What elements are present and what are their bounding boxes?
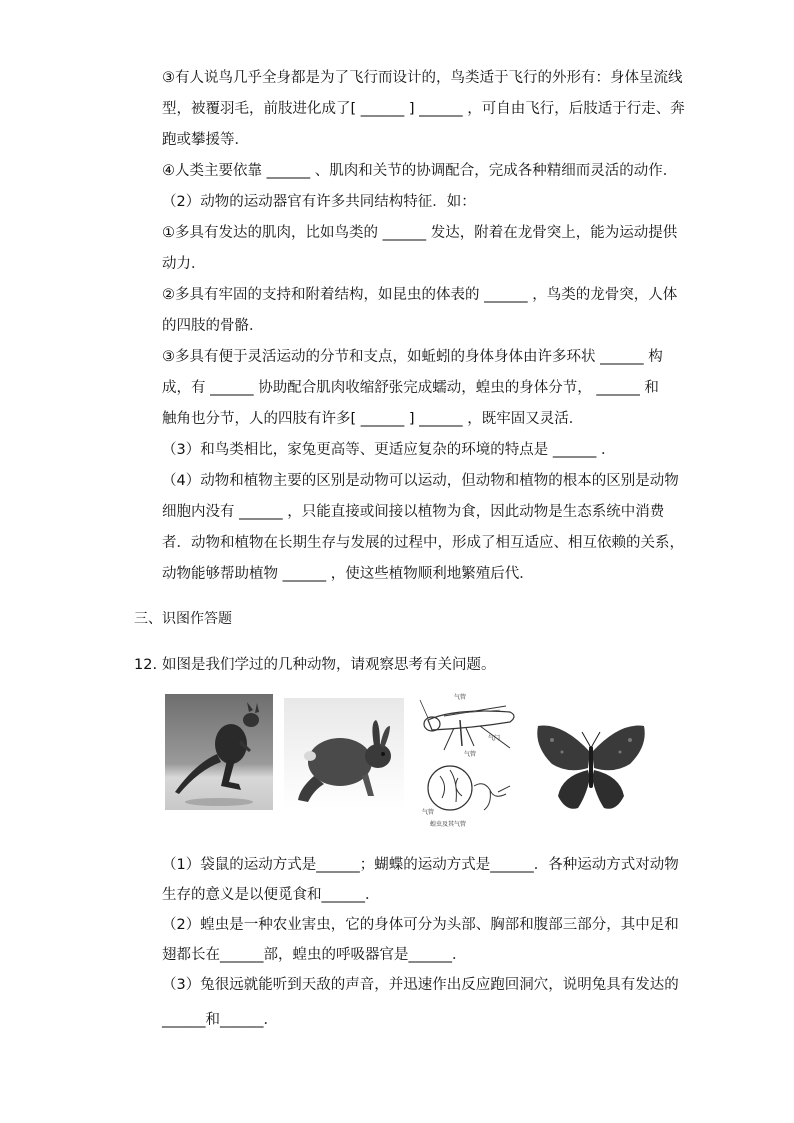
q11-p3-line2: 型，被覆羽毛，前肢进化成了[ ______ ] ______ ，可自由飞行，后肢适于行走、奔 bbox=[162, 101, 685, 117]
q12-s1-line2: 生存的意义是以便觅食和______． bbox=[162, 887, 380, 903]
grasshopper-diagram bbox=[414, 690, 524, 828]
q12-s3-line1: （3）兔很远就能听到天敌的声音，并迅速作出反应跑回洞穴，说明兔具有发达的 bbox=[162, 977, 679, 993]
q12-number: 12. bbox=[134, 657, 158, 673]
q11-s2-3-line1: ③多具有便于灵活运动的分节和支点，如蚯蚓的身体身体由许多环状 ______ 构 bbox=[162, 349, 663, 365]
q11-s4-line4: 动物能够帮助植物 ______ ，使这些植物顺利地繁殖后代． bbox=[162, 566, 534, 582]
diagram-label-side: 气门 bbox=[488, 735, 501, 742]
q11-s4-line1: （4）动物和植物主要的区别是动物可以运动，但动物和植物的根本的区别是动物 bbox=[162, 473, 679, 489]
q12-s3-line2: ______和______． bbox=[162, 1012, 278, 1028]
diagram-label-bottom: 气管 bbox=[422, 809, 435, 816]
q12-s2-line2: 翅都长在______部，蝗虫的呼吸器官是______． bbox=[162, 947, 467, 963]
q11-p3-line3: 跑或攀援等． bbox=[162, 132, 249, 148]
section-title: 三、识图作答题 bbox=[134, 611, 232, 627]
q12-stem: 如图是我们学过的几种动物，请观察思考有关问题。 bbox=[162, 657, 496, 673]
q11-s2: （2）动物的运动器官有许多共同结构特征．如： bbox=[162, 194, 476, 210]
kangaroo-photo bbox=[165, 694, 273, 810]
q11-s4-line3: 者．动物和植物在长期生存与发展的过程中，形成了相互适应、相互依赖的关系， bbox=[162, 535, 684, 551]
q11-s2-1-line2: 动力． bbox=[162, 256, 206, 272]
q11-s2-3-line2: 成，有 ______ 协助配合肌肉收缩舒张完成蠕动，蝗虫的身体分节， ______ 和 bbox=[162, 380, 659, 396]
q11-s2-2-line1: ②多具有牢固的支持和附着结构，如昆虫的体表的 ______ ，鸟类的龙骨突，人体 bbox=[162, 287, 678, 303]
rabbit-photo bbox=[284, 698, 404, 810]
q11-s2-3-line3: 触角也分节，人的四肢有许多[ ______ ] ______ ，既牢固又灵活． bbox=[162, 411, 584, 427]
diagram-label-mid: 气管 bbox=[464, 751, 477, 758]
diagram-caption: 蝗虫及其气管 bbox=[430, 821, 467, 828]
butterfly-photo bbox=[532, 712, 650, 822]
q11-p3-line1: ③有人说鸟几乎全身都是为了飞行而设计的，鸟类适于飞行的外形有：身体呈流线 bbox=[162, 70, 683, 86]
q11-s3: （3）和鸟类相比，家兔更高等、更适应复杂的环境的特点是 ______ ． bbox=[162, 442, 616, 458]
q11-s2-2-line2: 的四肢的骨骼． bbox=[162, 318, 264, 334]
q11-s2-1-line1: ①多具有发达的肌肉，比如鸟类的 ______ 发达，附着在龙骨突上，能为运动提供 bbox=[162, 225, 678, 241]
q12-s1-line1: （1）袋鼠的运动方式是______；蝴蝶的运动方式是______．各种运动方式对动物 bbox=[162, 857, 679, 873]
diagram-label-top: 气管 bbox=[454, 694, 467, 701]
q12-figure bbox=[160, 690, 660, 830]
q12-s2-line1: （2）蝗虫是一种农业害虫，它的身体可分为头部、胸部和腹部三部分，其中足和 bbox=[162, 917, 679, 933]
q11-s4-line2: 细胞内没有 ______ ，只能直接或间接以植物为食，因此动物是生态系统中消费 bbox=[162, 504, 665, 520]
q11-p4-line1: ④人类主要依靠 ______ 、肌肉和关节的协调配合，完成各种精细而灵活的动作． bbox=[162, 163, 678, 179]
